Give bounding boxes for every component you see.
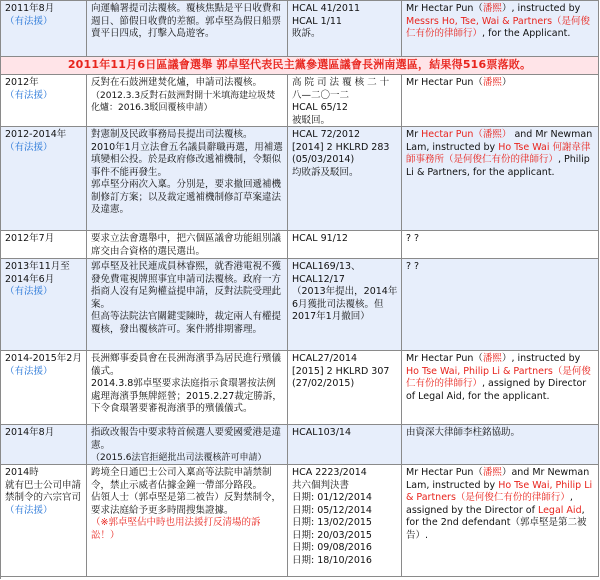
lawyer-cell xyxy=(402,465,599,576)
date-cell xyxy=(1,351,87,424)
table-row xyxy=(1,259,599,351)
legal-aid-tag: （有法援） xyxy=(5,504,53,516)
event-text: 郭卓堅分兩次入稟。分別是，要求撤回遞補機制修訂方案；以及裁定遞補機制修訂草案違法及違憲。 xyxy=(91,179,282,215)
date-cell xyxy=(1,231,87,258)
case-line: HCAL 41/2011 xyxy=(292,3,361,14)
legal-aid-tag: （有法援） xyxy=(5,89,53,101)
table-row xyxy=(1,351,599,425)
case-line: 被駁回。 xyxy=(292,114,331,126)
lawyer-text: Mr Hectar Pun（潘熙）, instructed by Messrs Ho, Tse, Wai & Partners（是何俊仁有份的律師行）, for the Applicant. xyxy=(406,3,591,39)
event-cell xyxy=(87,259,288,350)
date-cell xyxy=(1,75,87,126)
event-text: 2014.3.8郭卓堅要求法庭指示食環署按法例處理海濱爭無牌經營；2015.2.27裁定勝訴，下令食環署要審視海濱爭的殯儀儀式。 xyxy=(91,378,282,414)
date-cell xyxy=(1,127,87,230)
table-row xyxy=(1,425,599,465)
case-line: HCAL 91/12 xyxy=(292,233,348,244)
case-line: 日期: 09/08/2016 xyxy=(292,542,372,553)
event-text: 要求立法會選舉中，把六個區議會功能組別議席交由合資格的選民選出。 xyxy=(91,233,282,257)
row-date-detail: 就有巴士公司申請禁制令的六宗官司 xyxy=(5,479,82,503)
event-text: 指政改報告中要求特首候選人要愛國愛港是違憲。 xyxy=(91,427,282,451)
case-line: HCAL 65/12 xyxy=(292,102,348,113)
lawyer-text: Mr Hectar Pun（潘熙） and Mr Newman Lam, instructed by Ho Tse Wai 何謝韋律師事務所（是何俊仁有份的律師行）, Philip Li & Partners, for the applicant. xyxy=(406,129,593,178)
event-cell xyxy=(87,465,288,576)
legal-aid-tag: （有法援） xyxy=(5,141,53,153)
date-cell xyxy=(1,425,87,464)
lawyer-cell xyxy=(402,1,599,56)
case-line: 日期: 05/12/2014 xyxy=(292,504,372,516)
lawyer-text: Mr Hectar Pun（潘熙）and Mr Newman Lam, instructed by Ho Tse Wai, Philip Li & Partners（是何俊仁有份的律師行）, assigned by the Director of Legal Aid, for the 2nd defendant（郭卓堅是第二被告）. xyxy=(406,467,593,541)
event-cell xyxy=(87,351,288,424)
lawyer-text: ? ? xyxy=(406,233,420,244)
case-cell xyxy=(288,425,402,464)
case-line: HCAL 1/11 xyxy=(292,15,342,27)
case-cell xyxy=(288,75,402,126)
row-date: 2012-2014年 xyxy=(5,129,67,140)
case-cell xyxy=(288,465,402,576)
event-cell xyxy=(87,75,288,126)
row-date: 2011年8月 xyxy=(5,3,55,14)
case-line: HCAL103/14 xyxy=(292,427,351,438)
event-cell xyxy=(87,127,288,230)
lawyer-text: 由資深大律師李柱銘協助。 xyxy=(406,427,521,438)
legal-aid-tag: （有法援） xyxy=(5,286,53,297)
case-line: 日期: 20/03/2015 xyxy=(292,529,372,541)
event-text: 向運輸署提司法覆核。覆核焦點是平日收費和週日、節假日收費的差額。郭卓堅為假日船票賣平日四成，打擊入島遊客。 xyxy=(91,3,282,39)
case-line: HCAL27/2014 xyxy=(292,353,358,364)
event-cell xyxy=(87,1,288,56)
date-cell xyxy=(1,1,87,56)
table-row xyxy=(1,127,599,231)
case-cell xyxy=(288,231,402,258)
row-date: 2014時 xyxy=(5,467,39,478)
table-row xyxy=(1,465,599,577)
table-row xyxy=(1,231,599,259)
row-date: 2014年8月 xyxy=(5,427,55,438)
case-line: [2015] 2 HKLRD 307 (27/02/2015) xyxy=(292,365,390,389)
lawyer-cell xyxy=(402,351,599,424)
case-line: 日期: 01/12/2014 xyxy=(292,492,372,503)
lawyer-cell xyxy=(402,75,599,126)
lawyer-cell xyxy=(402,127,599,230)
event-text: 郭卓堅及社民連成員林睿熙，就香港電視不獲發免費電視牌照事宜申請司法覆核。政府一方指商人沒有足夠權益提申請，反對法院受理此案。 xyxy=(91,261,282,310)
row-date: 2014-2015年2月 xyxy=(5,353,82,364)
event-text: 跨境全日通巴士公司入稟高等法院申請禁制令，禁止示威者佔據金鐘一帶部分路段。 xyxy=(91,467,272,491)
date-cell xyxy=(1,259,87,350)
lawyer-text: Mr Hectar Pun（潘熙） xyxy=(406,77,512,88)
event-text: 佔領人士（郭卓堅是第二被告）反對禁制令，要求法庭給予更多時間搜集證據。 xyxy=(91,492,282,516)
case-cell xyxy=(288,127,402,230)
case-line: 高 院 司 法 覆 核 二 十 八—二〇一二 xyxy=(292,77,390,101)
case-line: 日期: 13/02/2015 xyxy=(292,517,372,528)
event-note: （2012.3.3反對石鼓洲對開十米填海建垃圾焚化爐：2016.3駁回覆核申請） xyxy=(91,90,276,113)
case-line: （2013年提出，2014年6月獲批司法覆核。但2017年1月撤回） xyxy=(292,286,398,322)
lawyer-cell xyxy=(402,425,599,464)
lawyer-text: Mr Hectar Pun（潘熙）, instructed by Ho Tse Wai, Philip Li & Partners（是何俊仁有份的律師行）, assigned by Director of Legal Aid, for the applicant. xyxy=(406,353,591,402)
case-cell xyxy=(288,351,402,424)
event-text: 長洲鄉事委員會在長洲海濱爭為居民進行殯儀儀式。 xyxy=(91,353,282,377)
case-line: 均敗訴及駁回。 xyxy=(292,166,359,178)
event-cell xyxy=(87,425,288,464)
date-cell xyxy=(1,465,87,576)
case-cell xyxy=(288,1,402,56)
banner-text: 2011年11月6日區議會選舉 郭卓堅代表民主黨參選區議會長洲南選區，結果得516票落敗。 xyxy=(67,58,532,72)
event-text: 2010年1月立法會五名議員辭職再選，用補選填變相公投。於是政府修改遞補機制，令類似事件不能再發生。 xyxy=(91,141,283,178)
lawyer-cell xyxy=(402,231,599,258)
lawyer-cell xyxy=(402,259,599,350)
legal-aid-tag: （有法援） xyxy=(5,15,53,27)
row-date: 2012年7月 xyxy=(5,233,55,244)
case-line: HCAL 72/2012 xyxy=(292,129,361,140)
event-cell xyxy=(87,231,288,258)
case-line: [2014] 2 HKLRD 283 (05/03/2014) xyxy=(292,141,390,165)
case-line: HCAL169/13、 xyxy=(292,261,361,272)
event-text: 但高等法院法官關鍵雯陳時，裁定兩人有權提覆核，發出覆核許可。案件將排期審理。 xyxy=(91,311,282,335)
case-cell xyxy=(288,259,402,350)
legal-aid-tag: （有法援） xyxy=(5,365,53,377)
case-line: HCA 2223/2014 xyxy=(292,467,367,478)
table-row xyxy=(1,75,599,127)
case-line: HCAL12/17 xyxy=(292,273,345,285)
case-line: 共六個判決書 xyxy=(292,479,350,491)
case-line: 敗訴。 xyxy=(292,28,321,39)
lawyer-text: ? ? xyxy=(406,261,420,272)
row-date: 2013年11月至2014年6月 xyxy=(5,261,70,285)
event-text: 反對在石鼓洲建焚化爐，申請司法覆核。 xyxy=(91,77,263,88)
event-text: 對憲制及民政事務局長提出司法覆核。 xyxy=(91,129,253,140)
table-row xyxy=(1,1,599,57)
event-note: （2015.6法官拒絕批出司法覆核許可申請） xyxy=(91,453,267,463)
row-date: 2012年 xyxy=(5,77,39,88)
event-warning: （※郭卓堅佔中時也用法援打反清場的訴訟！） xyxy=(91,517,261,541)
election-banner xyxy=(1,57,599,75)
case-line: 日期: 18/10/2016 xyxy=(292,554,372,566)
